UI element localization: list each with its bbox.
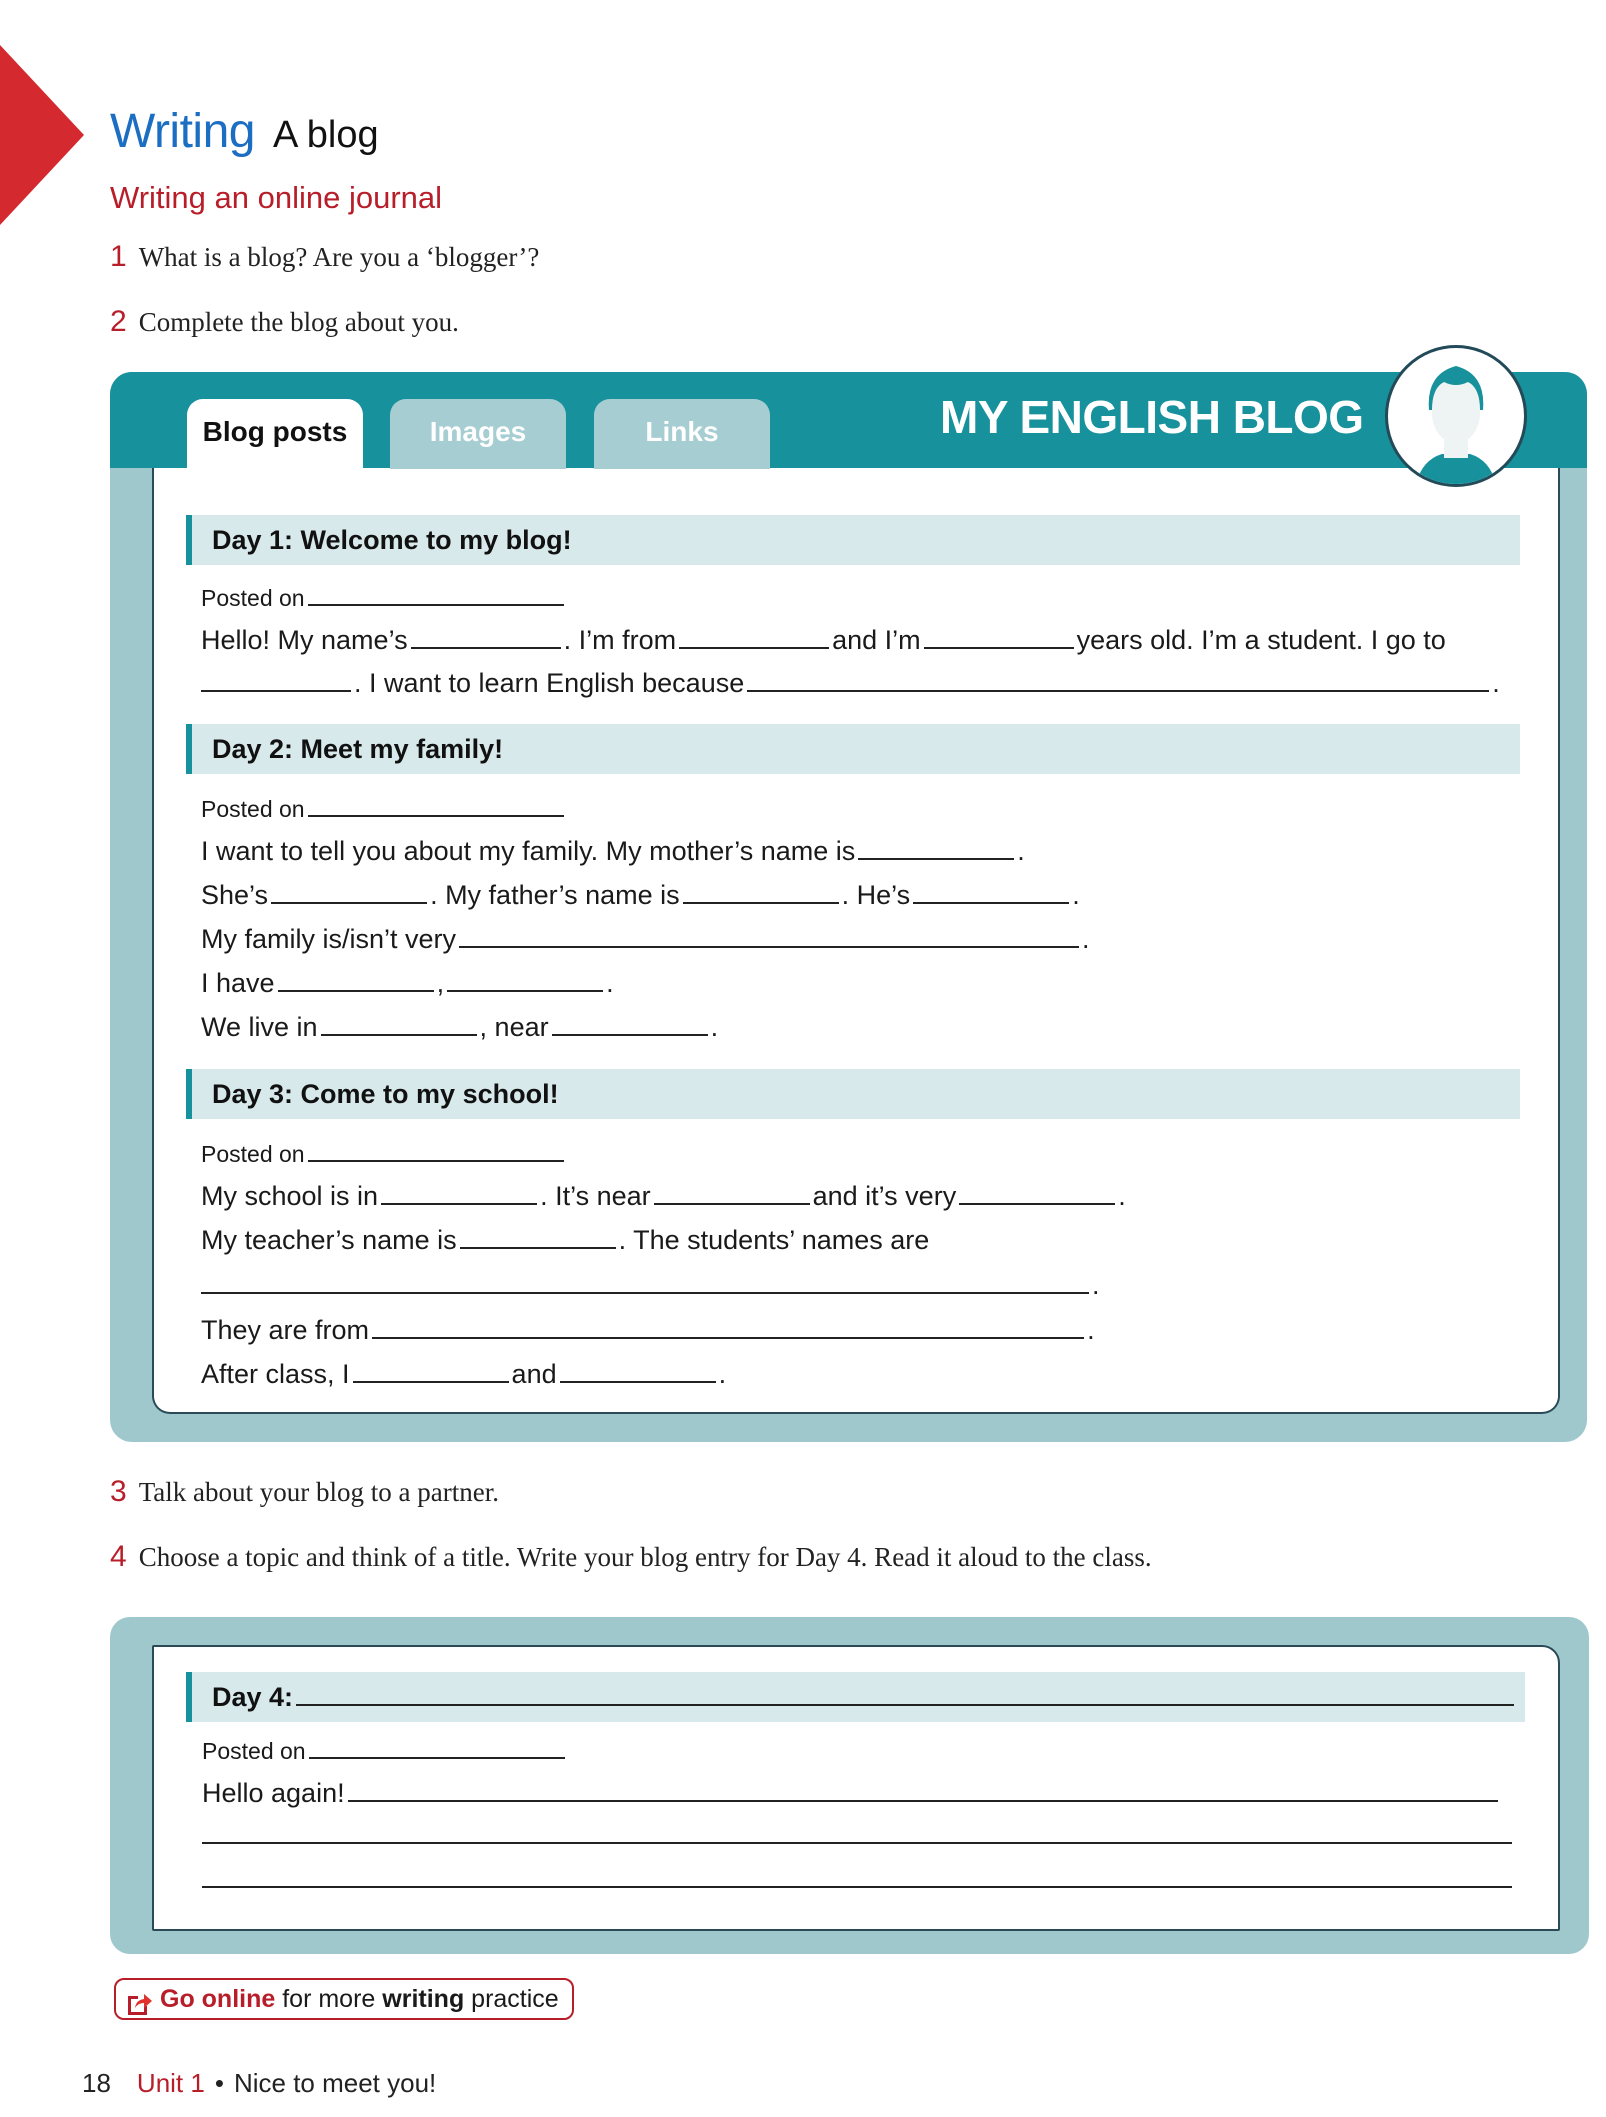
blog-title: MY ENGLISH BLOG [940,391,1364,443]
page-title [110,104,379,159]
text: . [1082,924,1090,954]
day-3-line-2 [201,1225,929,1256]
text: . I’m from [563,625,677,655]
task-2 [110,305,459,339]
text: . It’s near [540,1181,651,1211]
task-number: 3 [110,1475,127,1508]
posted-on-label: Posted on [201,585,305,611]
text: . [1092,1270,1100,1300]
day-4-title-blank[interactable] [296,1703,1514,1706]
day-2-posted-on [201,796,567,823]
text: We live in [201,1012,318,1042]
page-footer [82,2068,436,2099]
school-near-blank[interactable] [654,1202,810,1205]
task-number: 4 [110,1540,127,1573]
day-1-header [186,515,1520,565]
day-4-title [212,1682,1517,1713]
practice-text: practice [471,1985,559,2013]
from-blank[interactable] [372,1336,1084,1339]
unit-label: Unit 1 [136,2068,205,2098]
text: . He’s [841,880,911,910]
day-1-line-2 [201,668,1500,699]
day-1-line-1 [201,625,1446,656]
subheading: Writing an online journal [110,180,443,215]
external-link-icon [126,1988,152,2012]
avatar [1385,345,1527,487]
school-blank[interactable] [201,689,351,692]
text: Hello! My name’s [201,625,408,655]
entry-blank-2[interactable] [202,1842,1512,1844]
red-arrow-marker [0,45,84,225]
text: . [718,1359,727,1389]
go-online-text: Go online [160,1985,276,2013]
entry-blank-3[interactable] [202,1886,1512,1888]
task-number: 1 [110,240,127,273]
day-3-header [186,1069,1520,1119]
greeting-text: Hello again! [202,1778,345,1808]
posted-on-label: Posted on [201,796,305,822]
have-blank-1[interactable] [278,989,434,992]
user-silhouette-icon [1388,348,1524,484]
text: and I’m [832,625,921,655]
after-class-blank-2[interactable] [560,1380,716,1383]
day-4-header [186,1672,1525,1722]
because-blank[interactable] [747,689,1489,692]
text: . [1072,880,1080,910]
text: I want to tell you about my family. My mother’s name is [201,836,856,866]
day-2-line-1 [201,836,1025,867]
school-in-blank[interactable] [381,1202,537,1205]
text: My school is in [201,1181,379,1211]
day-1-title: Day 1: Welcome to my blog! [212,525,572,555]
tab-links[interactable]: Links [594,399,770,469]
text: My family is/isn’t very [201,924,457,954]
task-3 [110,1475,499,1509]
mother-name-blank[interactable] [858,857,1014,860]
students-names-blank[interactable] [201,1291,1089,1294]
text: . The students’ names are [618,1225,930,1255]
school-very-blank[interactable] [959,1202,1115,1205]
day-4-label: Day 4: [212,1682,294,1712]
text: I have [201,968,275,998]
text: . I want to learn English because [354,668,745,698]
text: They are from [201,1315,370,1345]
she-blank[interactable] [271,901,427,904]
text: She’s [201,880,269,910]
day-2-title: Day 2: Meet my family! [212,734,504,764]
from-blank[interactable] [679,646,829,649]
text: . [1017,836,1025,866]
topic-title: A blog [272,114,379,156]
posted-on-label: Posted on [202,1738,306,1764]
task-text: Complete the blog about you. [138,307,459,337]
day-3-posted-on [201,1141,567,1168]
text: . My father’s name is [430,880,680,910]
near-blank[interactable] [552,1033,708,1036]
task-1 [110,240,539,274]
entry-blank-1[interactable] [348,1799,1498,1802]
posted-on-blank[interactable] [308,603,564,606]
writing-text: writing [382,1985,465,2013]
day-4-posted-on [202,1738,568,1765]
he-blank[interactable] [913,901,1069,904]
task-text: What is a blog? Are you a ‘blogger’? [138,242,540,272]
unit-title: Nice to meet you! [233,2068,437,2098]
text: and it’s very [812,1181,957,1211]
day-2-line-5 [201,1012,718,1043]
text: . [710,1012,719,1042]
day-3-line-5 [201,1359,726,1390]
text: , [436,968,445,998]
day-2-line-4 [201,968,614,999]
text: . [1118,1181,1126,1211]
page-number: 18 [82,2068,111,2098]
day-2-line-2 [201,880,1080,911]
task-number: 2 [110,305,127,338]
name-blank[interactable] [411,646,561,649]
day-4-line-1 [202,1778,1501,1809]
teacher-name-blank[interactable] [460,1246,616,1249]
live-in-blank[interactable] [321,1033,477,1036]
posted-on-label: Posted on [201,1141,305,1167]
day-3-line-3 [201,1270,1100,1301]
footer-separator: • [214,2068,224,2098]
day-2-header [186,724,1520,774]
task-4 [110,1540,1152,1574]
text: years old. I’m a student. I go to [1076,625,1446,655]
father-name-blank[interactable] [683,901,839,904]
tab-blog-posts[interactable]: Blog posts [187,399,363,475]
day-2-line-3 [201,924,1090,955]
age-blank[interactable] [924,646,1074,649]
task-text: Choose a topic and think of a title. Write your blog entry for Day 4. Read it aloud to the class. [138,1542,1152,1572]
text: . [1087,1315,1095,1345]
day-3-title: Day 3: Come to my school! [212,1079,559,1109]
go-online-link[interactable] [114,1978,574,2020]
for-more-text: for more [282,1985,376,2013]
text: My teacher’s name is [201,1225,457,1255]
day-3-line-1 [201,1181,1126,1212]
section-title: Writing [110,105,255,158]
task-text: Talk about your blog to a partner. [138,1477,499,1507]
posted-on-blank[interactable] [308,1159,564,1162]
text: After class, I [201,1359,350,1389]
after-class-blank-1[interactable] [353,1380,509,1383]
family-very-blank[interactable] [459,945,1079,948]
text: . [606,968,614,998]
posted-on-blank[interactable] [309,1756,565,1759]
day-3-line-4 [201,1315,1095,1346]
tab-images[interactable]: Images [390,399,566,469]
posted-on-blank[interactable] [308,814,564,817]
have-blank-2[interactable] [447,989,603,992]
text: and [511,1359,557,1389]
day-1-posted-on [201,585,567,612]
text: . [1492,668,1500,698]
text: , near [479,1012,549,1042]
